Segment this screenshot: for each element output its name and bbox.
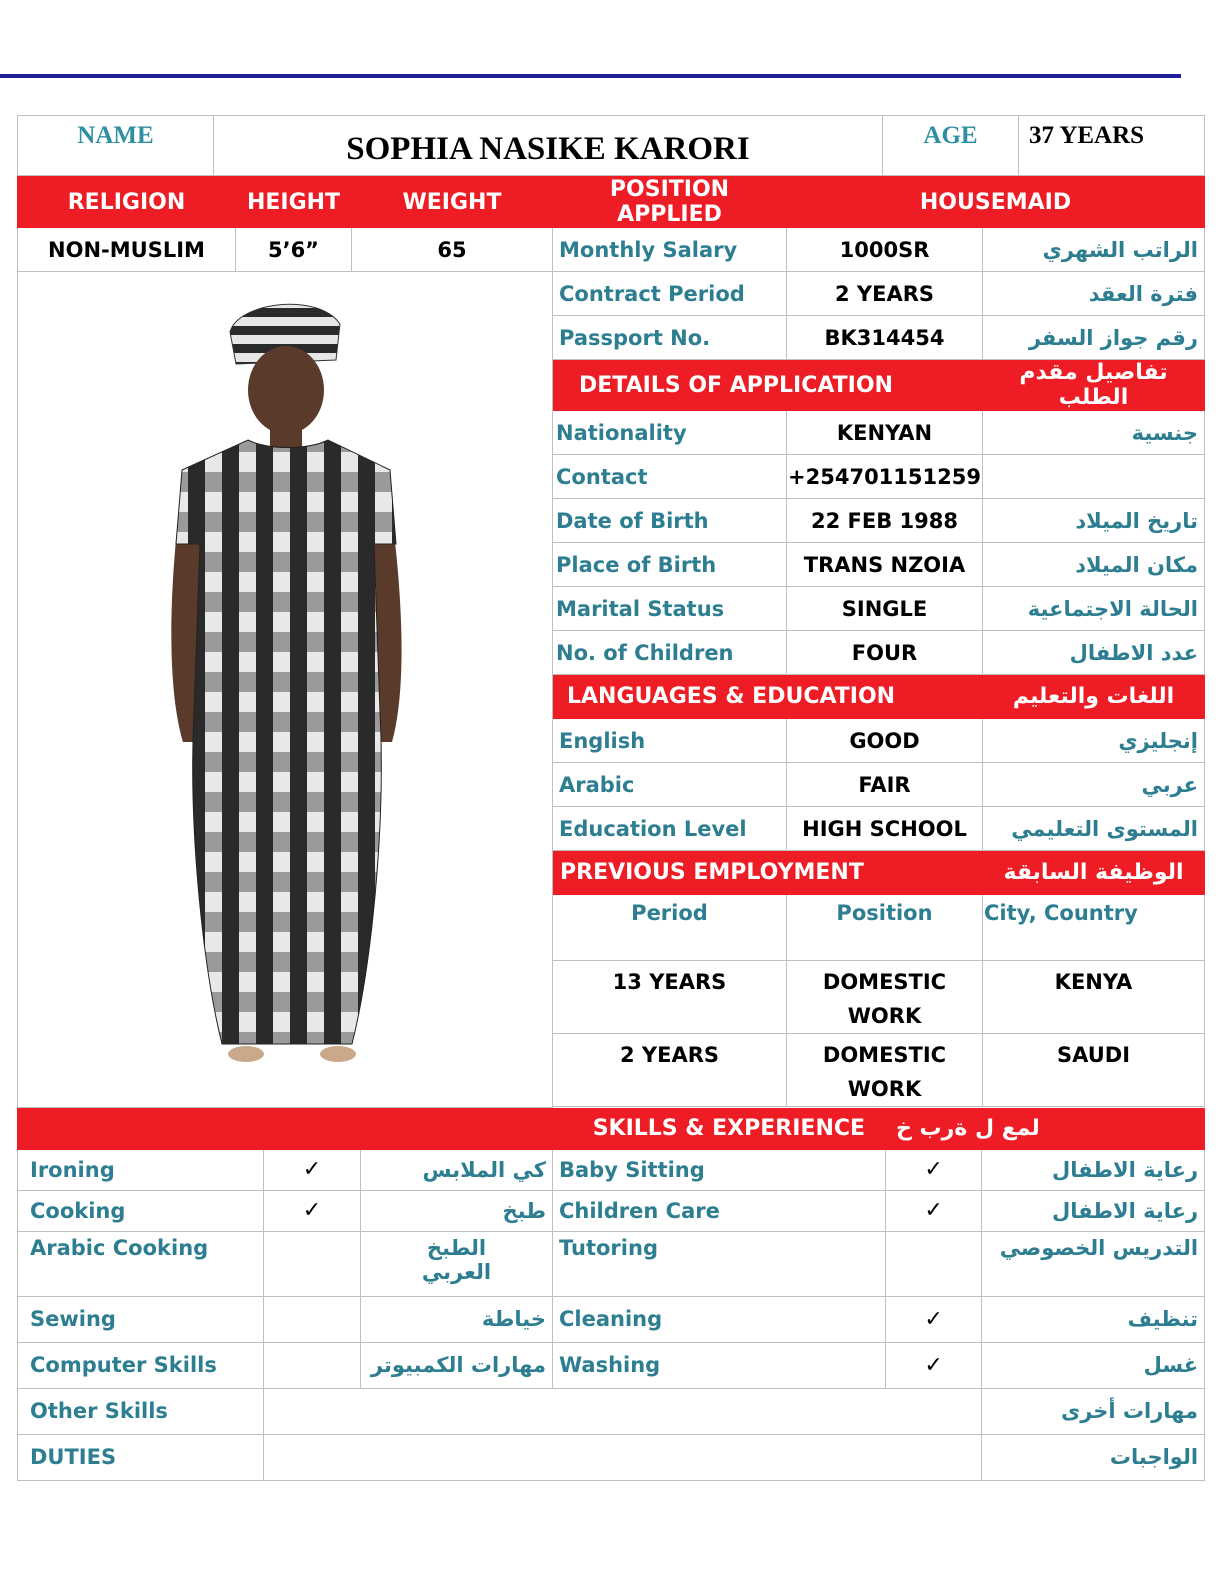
contract-period-label: Contract Period [553,272,787,316]
dob-label: Date of Birth [553,499,787,543]
skill-row [18,1190,1205,1231]
name-label: NAME [18,116,214,176]
marital-label: Marital Status [553,587,787,631]
skills-title: SKILLS & EXPERIENCE [18,1108,886,1149]
position-column-header: Position [787,895,983,961]
basic-values-row [18,228,1205,272]
passport-value: BK314454 [787,316,983,360]
employment-position: DOMESTIC WORK [787,961,983,1034]
education-value: HIGH SCHOOL [787,807,983,851]
skill-babysitting-check: ✓ [886,1149,982,1190]
location-column-header: City, Country [983,895,1205,961]
passport-arabic: رقم جواز السفر [983,316,1205,360]
skill-computer-label: Computer Skills [18,1342,264,1388]
duties-row [18,1434,1205,1480]
position-label: POSITION APPLIED [553,177,787,228]
weight-label: WEIGHT [352,177,553,228]
other-skills-label: Other Skills [18,1388,264,1434]
other-skills-arabic: مهارات أخرى [982,1388,1205,1434]
skill-sewing-check [264,1296,361,1342]
skill-arabic-cooking-arabic: الطبخ العربي [361,1231,553,1296]
main-table [17,176,1205,1108]
skill-cooking-label: Cooking [18,1190,264,1231]
marital-value: SINGLE [787,587,983,631]
contact-value: +254701151259 [787,455,983,499]
pob-value: TRANS NZOIA [787,543,983,587]
education-arabic: المستوى التعليمي [983,807,1205,851]
english-label: English [553,719,787,763]
skill-tutoring-label: Tutoring [553,1231,886,1296]
pob-arabic: مكان الميلاد [983,543,1205,587]
basic-header-row [18,177,1205,228]
dob-value: 22 FEB 1988 [787,499,983,543]
dob-arabic: تاريخ الميلاد [983,499,1205,543]
skill-sewing-arabic: خياطة [361,1296,553,1342]
skill-childrencare-check: ✓ [886,1190,982,1231]
salary-arabic: الراتب الشهري [983,228,1205,272]
skill-childrencare-label: Children Care [553,1190,886,1231]
children-label: No. of Children [553,631,787,675]
passport-label: Passport No. [553,316,787,360]
other-skills-value [264,1388,982,1434]
english-value: GOOD [787,719,983,763]
children-arabic: عدد الاطفال [983,631,1205,675]
contact-label: Contact [553,455,787,499]
nationality-label: Nationality [553,411,787,455]
contract-period-arabic: فترة العقد [983,272,1205,316]
employment-position: DOMESTIC WORK [787,1034,983,1107]
arabic-arabic: عربي [983,763,1205,807]
skill-washing-label: Washing [553,1342,886,1388]
skill-tutoring-check [886,1231,982,1296]
candidate-name: SOPHIA NASIKE KARORI [214,116,883,176]
duties-arabic: الواجبات [982,1434,1205,1480]
skill-arabic-cooking-label: Arabic Cooking [18,1231,264,1296]
skill-washing-check: ✓ [886,1342,982,1388]
employment-period: 2 YEARS [553,1034,787,1107]
skill-childrencare-arabic: رعاية الاطفال [982,1190,1205,1231]
nationality-value: KENYAN [787,411,983,455]
skill-washing-arabic: غسل [982,1342,1205,1388]
children-value: FOUR [787,631,983,675]
languages-title-arabic: اللغات والتعليم [983,675,1205,719]
photo-cell [18,272,553,1108]
skills-title-arabic: لمع ل ةرب خ [886,1108,1205,1149]
employment-title-arabic: الوظيفة السابقة [983,851,1205,895]
skills-header-row [18,1108,1205,1149]
skill-babysitting-label: Baby Sitting [553,1149,886,1190]
education-label: Education Level [553,807,787,851]
position-value: HOUSEMAID [787,177,1205,228]
skills-table [17,1108,1205,1481]
skill-computer-check [264,1342,361,1388]
contract-row [18,272,1205,316]
english-arabic: إنجليزي [983,719,1205,763]
arabic-label: Arabic [553,763,787,807]
skill-row [18,1231,1205,1296]
skill-cooking-check: ✓ [264,1190,361,1231]
employment-location: KENYA [983,961,1205,1034]
top-rule [0,74,1181,78]
candidate-photo [18,272,552,1094]
skill-row [18,1149,1205,1190]
employment-title: PREVIOUS EMPLOYMENT [553,851,983,895]
details-title: DETAILS OF APPLICATION [553,360,983,411]
weight-value: 65 [352,228,553,272]
skill-sewing-label: Sewing [18,1296,264,1342]
skill-cleaning-check: ✓ [886,1296,982,1342]
duties-label: DUTIES [18,1434,264,1480]
nationality-arabic: جنسية [983,411,1205,455]
marital-arabic: الحالة الاجتماعية [983,587,1205,631]
skill-arabic-cooking-check [264,1231,361,1296]
period-column-header: Period [553,895,787,961]
employment-location: SAUDI [983,1034,1205,1107]
contact-arabic [983,455,1205,499]
skill-computer-arabic: مهارات الكمبيوتر [361,1342,553,1388]
skill-cleaning-label: Cleaning [553,1296,886,1342]
arabic-value: FAIR [787,763,983,807]
skill-tutoring-arabic: التدريس الخصوصي [982,1231,1205,1296]
other-skills-row [18,1388,1205,1434]
skill-ironing-check: ✓ [264,1149,361,1190]
skill-ironing-arabic: كي الملابس [361,1149,553,1190]
skill-ironing-label: Ironing [18,1149,264,1190]
employment-period: 13 YEARS [553,961,787,1034]
pob-label: Place of Birth [553,543,787,587]
skill-cleaning-arabic: تنظيف [982,1296,1205,1342]
candidate-photo-figure [18,272,553,1094]
age-value: 37 YEARS [1019,116,1205,176]
salary-label: Monthly Salary [553,228,787,272]
cv-sheet [17,115,1204,1481]
skill-cooking-arabic: طبخ [361,1190,553,1231]
duties-value [264,1434,982,1480]
height-label: HEIGHT [236,177,352,228]
religion-value: NON-MUSLIM [18,228,236,272]
salary-value: 1000SR [787,228,983,272]
name-table [17,115,1205,176]
skill-row [18,1296,1205,1342]
contract-period-value: 2 YEARS [787,272,983,316]
skill-row [18,1342,1205,1388]
skill-babysitting-arabic: رعاية الاطفال [982,1149,1205,1190]
languages-title: LANGUAGES & EDUCATION [553,675,983,719]
height-value: 5’6” [236,228,352,272]
religion-label: RELIGION [18,177,236,228]
age-label: AGE [883,116,1019,176]
details-title-arabic: تفاصيل مقدم الطلب [983,360,1205,411]
